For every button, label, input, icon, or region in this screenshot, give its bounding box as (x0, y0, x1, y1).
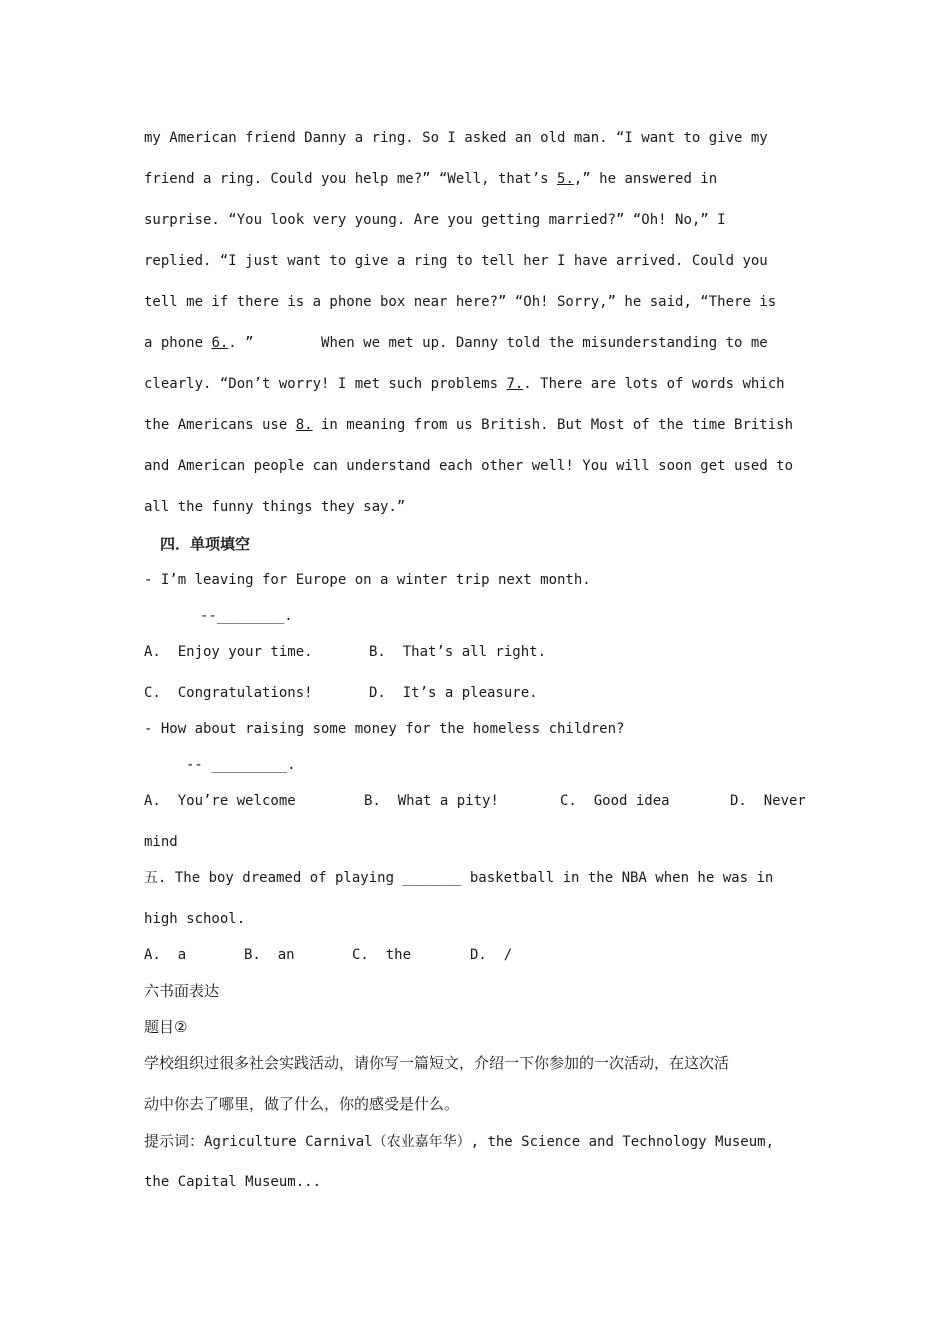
section-5-option-d: D. / (470, 947, 513, 963)
passage-line-7 (144, 374, 785, 394)
hint-text: Agriculture Carnival（农业嘉年华）, the Science and Technology Museum, (204, 1134, 775, 1150)
passage-text: a phone (144, 335, 212, 351)
question-1-option-c: C. Congratulations! (144, 685, 313, 701)
passage-line-6 (144, 333, 768, 353)
section-5-question-line-2: high school. (144, 911, 246, 927)
section-6-hint-line-1 (144, 1131, 774, 1151)
question-2-option-a: A. You’re welcome (144, 793, 296, 809)
question-2-option-d-continued: mind (144, 834, 178, 850)
section-5-option-a: A. a (144, 947, 187, 963)
passage-line-4: replied. “I just want to give a ring to tell her I have arrived. Could you (144, 253, 768, 269)
section-4-heading: 四．单项填空 (160, 535, 251, 553)
question-1-option-a: A. Enjoy your time. (144, 644, 313, 660)
question-2-option-d: D. Never (730, 793, 806, 809)
passage-text: in meaning from us British. But Most of the time British (312, 417, 794, 433)
question-1-response: --________. (200, 608, 293, 624)
hint-label: 提示词： (144, 1132, 205, 1150)
section-6-hint-line-2: the Capital Museum... (144, 1174, 322, 1190)
section-6-heading: 六书面表达 (144, 982, 220, 1000)
section-5-option-c: C. the (352, 947, 412, 963)
passage-text: friend a ring. Could you help me?” “Well, that’s (144, 171, 558, 187)
section-5-option-b: B. an (244, 947, 295, 963)
passage-line-2 (144, 169, 717, 189)
section-6-description-line-1: 学校组织过很多社会实践活动，请你写一篇短文，介绍一下你参加的一次活动，在这次活 (144, 1054, 730, 1072)
question-1-option-d: D. It’s a pleasure. (369, 685, 538, 701)
passage-text: the Americans use (144, 417, 296, 433)
passage-line-8 (144, 415, 793, 435)
question-1-option-b: B. That’s all right. (369, 644, 547, 660)
passage-line-10: all the funny things they say.” (144, 499, 406, 515)
question-2-response: -- _________. (186, 757, 296, 773)
question-2-option-c: C. Good idea (560, 793, 670, 809)
blank-5: 5. (557, 171, 574, 187)
section-6-description-line-2: 动中你去了哪里，做了什么，你的感受是什么。 (144, 1095, 460, 1113)
blank-8: 8. (295, 417, 313, 433)
section-6-subheading: 题目② (144, 1018, 188, 1036)
question-2-prompt: - How about raising some money for the homeless children? (144, 721, 625, 737)
blank-6: 6. (211, 335, 229, 351)
passage-line-3: surprise. “You look very young. Are you getting married?” “Oh! No,” I (144, 212, 726, 228)
question-1-prompt: - I’m leaving for Europe on a winter trip next month. (144, 572, 591, 588)
passage-line-9: and American people can understand each other well! You will soon get used to (144, 458, 794, 474)
passage-text: clearly. “Don’t worry! I met such problems (144, 376, 507, 392)
question-2-option-b: B. What a pity! (364, 793, 499, 809)
passage-line-1: my American friend Danny a ring. So I asked an old man. “I want to give my (144, 130, 768, 146)
section-5-question-line-1: 五. The boy dreamed of playing _______ basketball in the NBA when he was in (144, 870, 774, 886)
passage-text: ,” he answered in (573, 171, 718, 187)
passage-text: . There are lots of words which (523, 376, 785, 392)
passage-text: . ” When we met up. Danny told the misunderstanding to me (228, 335, 768, 351)
passage-line-5: tell me if there is a phone box near here?” “Oh! Sorry,” he said, “There is (144, 294, 777, 310)
blank-7: 7. (506, 376, 524, 392)
